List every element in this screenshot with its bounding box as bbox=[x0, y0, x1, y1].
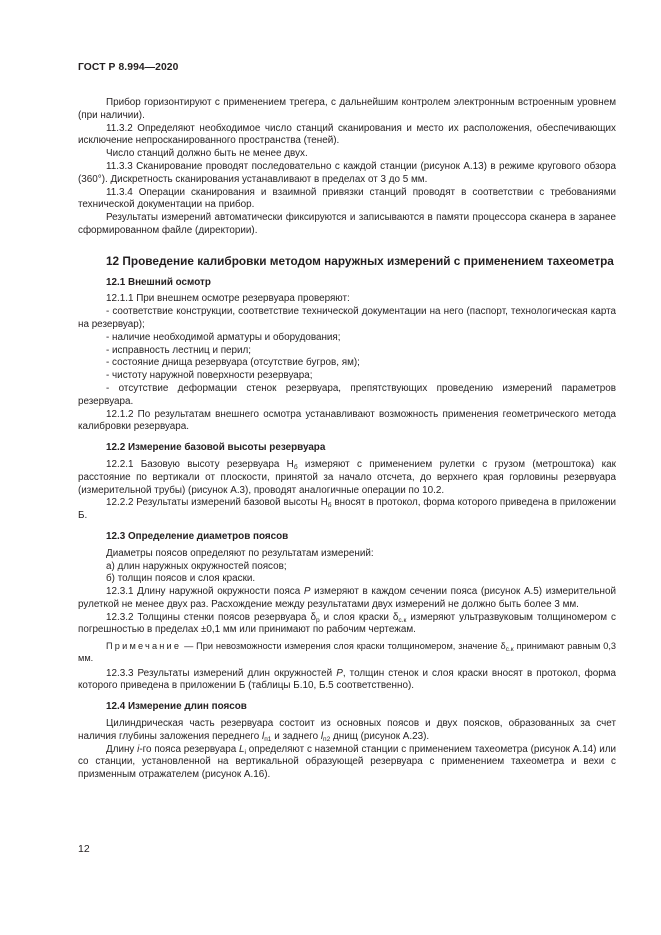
document-header: ГОСТ Р 8.994—2020 bbox=[78, 62, 179, 73]
list-item: а) длин наружных окружностей поясов; bbox=[106, 560, 287, 572]
subsection-heading: 12.2 Измерение базовой высоты резервуара bbox=[106, 442, 326, 454]
text: днищ (рисунок А.23). bbox=[330, 730, 430, 742]
list-item: - соответствие конструкции, соответствие технической документации на него (паспорт, технологическая карта на резервуар); bbox=[78, 306, 616, 330]
variable: l bbox=[262, 730, 265, 742]
page-number: 12 bbox=[78, 843, 90, 855]
text: , толщин стенок и слоя краски вносят в протокол, форма которого приведена в приложении Б (таблицы Б.10, Б.5 соответственно). bbox=[78, 667, 616, 692]
list-item: - состояние днища резервуара (отсутствие бугров, ям); bbox=[106, 357, 360, 369]
variable: Р bbox=[303, 586, 311, 598]
paragraph bbox=[78, 744, 616, 782]
text: измеряют с применением рулетки с грузом (метроштока) как расстояние по вертикали от плоскости, принятой за начало отсчета, до верхнего края горловины резервуара (измерительной трубы) (рисунок А.3), проводят аналогичные операции по 10.2. bbox=[78, 458, 616, 496]
paragraph: Прибор горизонтируют с применением трегера, с дальнейшим контролем электронным встроенным уровнем (при наличии). bbox=[78, 97, 616, 121]
subscript: с.к bbox=[398, 616, 407, 624]
subsection-heading: 12.4 Измерение длин поясов bbox=[106, 701, 247, 713]
note bbox=[78, 640, 616, 664]
list-item: - чистоту наружной поверхности резервуара; bbox=[106, 370, 313, 382]
paragraph: Диаметры поясов определяют по результатам измерений: bbox=[106, 547, 374, 559]
text: измеряют в каждом сечении пояса (рисунок А.5) измерительной рулеткой не менее двух раз. Расхождение между результатами двух измерений не должно быть более 3 мм. bbox=[78, 586, 616, 610]
paragraph: 11.3.4 Операции сканирования и взаимной привязки станций проводят в соответствии с требованиями технической документации на прибор. bbox=[78, 186, 616, 211]
text: измеряют ультразвуковым толщиномером с погрешностью в пределах ±0,1 мм или принимают по рабочим чертежам. bbox=[78, 611, 616, 636]
variable: Р bbox=[336, 667, 343, 679]
subsection-heading: 12.3 Определение диаметров поясов bbox=[106, 530, 289, 542]
paragraph bbox=[78, 612, 616, 638]
subscript: п1 bbox=[264, 735, 272, 743]
paragraph: Результаты измерений автоматически фиксируются и записываются в памяти процессора сканера в заранее сформированном файле (директории). bbox=[78, 212, 616, 236]
spacer bbox=[78, 238, 616, 244]
variable: l bbox=[320, 730, 324, 742]
paragraph bbox=[78, 586, 616, 612]
paragraph bbox=[78, 718, 616, 744]
subscript: п2 bbox=[323, 735, 331, 743]
variable: L bbox=[239, 743, 245, 755]
list-item: б) толщин поясов и слоя краски. bbox=[106, 573, 256, 585]
list-item: - исправность лестниц и перил; bbox=[106, 344, 252, 356]
paragraph bbox=[78, 497, 616, 523]
text: Длину bbox=[106, 743, 138, 755]
subscript: с.к bbox=[505, 646, 514, 654]
subscript: б bbox=[293, 463, 298, 471]
section-heading: 12 Проведение калибровки методом наружных измерений с применением тахеометра bbox=[106, 253, 614, 268]
page-body bbox=[78, 97, 616, 782]
text: — При невозможности измерения слоя краски толщиномером, значение δ bbox=[181, 641, 506, 652]
paragraph bbox=[78, 459, 616, 497]
subscript: i bbox=[244, 748, 246, 756]
paragraph: 11.3.3 Сканирование проводят последовательно с каждой станции (рисунок А.13) в режиме кругового обзора (360°). Дискретность сканирования устанавливают в пределах от 3 до 5 мм. bbox=[78, 160, 616, 185]
text: и слоя краски δ bbox=[319, 611, 399, 623]
text: -го пояса резервуара bbox=[139, 743, 240, 755]
paragraph: 11.3.2 Определяют необходимое число станций сканирования и место их расположения, обеспечивающих исключение непросканированного пространства (теней). bbox=[78, 122, 616, 147]
text: 12.3.1 Длину наружной окружности пояса bbox=[106, 586, 304, 598]
note-label: Примечание bbox=[106, 641, 182, 652]
list-item: - наличие необходимой арматуры и оборудования; bbox=[106, 331, 341, 343]
paragraph: Число станций должно быть не менее двух. bbox=[106, 148, 308, 160]
text: и заднего bbox=[271, 730, 321, 742]
text: 12.2.1 Базовую высоту резервуара Н bbox=[106, 458, 294, 470]
subscript: б bbox=[327, 502, 332, 510]
text: 12.3.2 Толщины стенки поясов резервуара δ bbox=[106, 611, 317, 623]
text: определяют с наземной станции с применением тахеометра (рисунок А.14) или со станции, установленной на вертикальной образующей резервуара с применением тахеометра и вехи с призменным отражателем (рисунок А.16). bbox=[78, 743, 616, 781]
text: принимают равным 0,3 мм. bbox=[78, 641, 616, 664]
paragraph: 12.1.1 При внешнем осмотре резервуара проверяют: bbox=[106, 293, 350, 305]
paragraph: 12.1.2 По результатам внешнего осмотра устанавливают возможность применения геометрического метода калибровки резервуара. bbox=[78, 408, 616, 433]
subsection-heading: 12.1 Внешний осмотр bbox=[106, 276, 211, 288]
text: 12.3.3 Результаты измерений длин окружностей bbox=[106, 667, 337, 679]
paragraph bbox=[78, 668, 616, 694]
list-item: - отсутствие деформации стенок резервуара, препятствующих проведению измерений параметров резервуара. bbox=[78, 382, 616, 407]
text: Цилиндрическая часть резервуара состоит из основных поясов и двух поясков, образованных за счет наличия глубины заложения переднего bbox=[78, 718, 616, 742]
subscript: р bbox=[316, 616, 320, 624]
text: 12.2.2 Результаты измерений базовой высоты Н bbox=[106, 497, 328, 509]
variable: i bbox=[137, 743, 140, 755]
text: вносят в протокол, форма которого приведена в приложении Б. bbox=[78, 497, 616, 522]
